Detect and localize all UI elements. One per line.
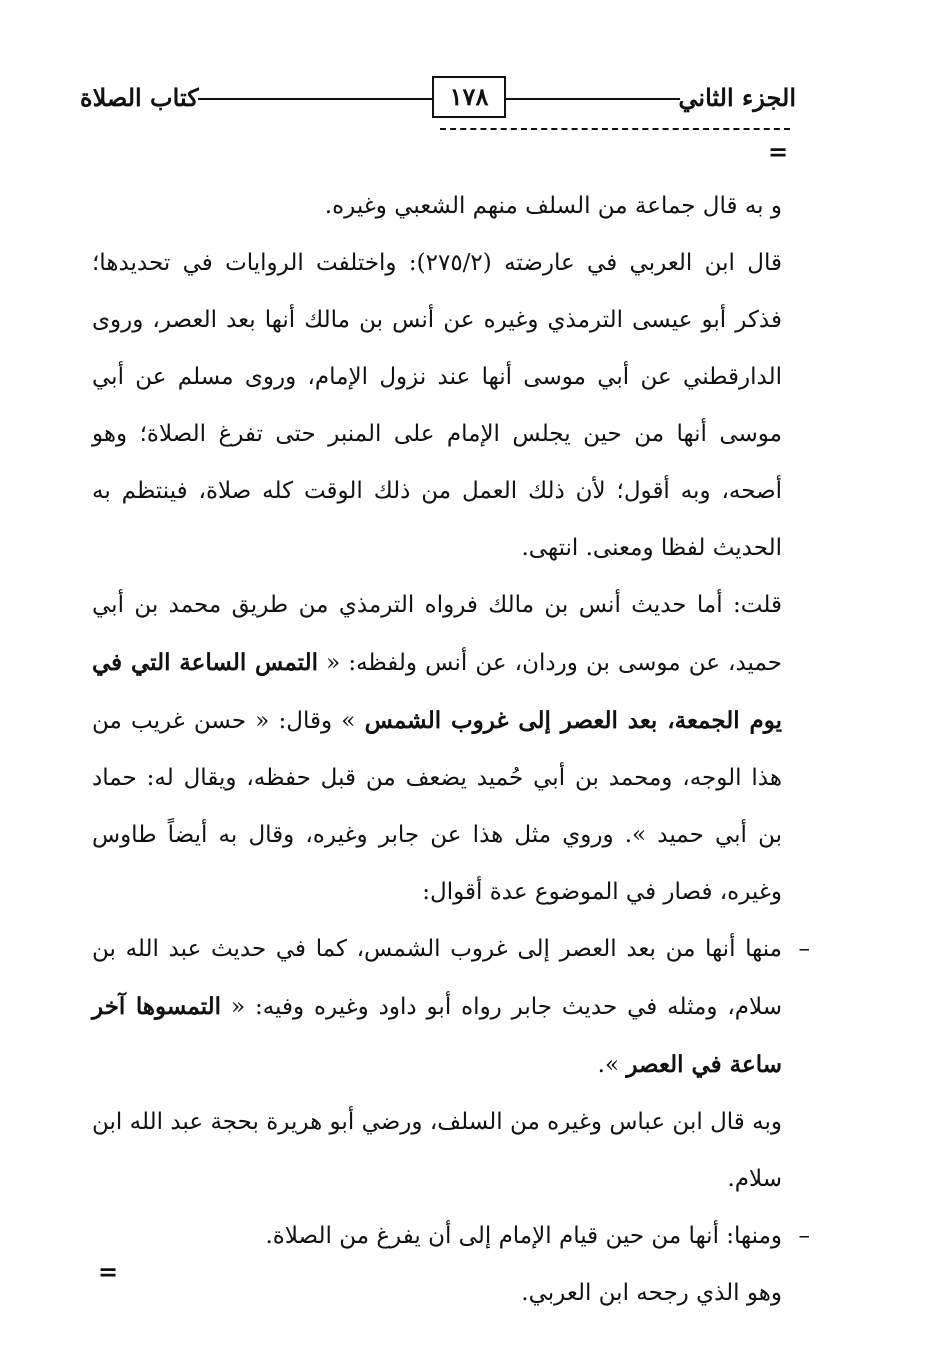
header-dashed-rule — [440, 128, 790, 130]
bullet-1-text-a: منها أنها من بعد العصر إلى غروب الشمس، كما في حديث عبد الله بن سلام، ومثله في حديث جابر رواه أبو داود وغيره وفيه: « — [92, 936, 782, 1020]
header-rule-right — [500, 98, 680, 100]
bullet-2-text: ومنها: أنها من حين قيام الإمام إلى أن يفرغ من الصلاة. — [265, 1223, 782, 1249]
page-number: ١٧٨ — [432, 76, 506, 118]
top-equals-mark: = — [768, 137, 789, 166]
paragraph-3-text-a: قلت: أما حديث أنس بن مالك فرواه الترمذي من طريق محمد بن أبي حميد، عن موسى بن وردان، عن أنس ولفظه: « — [92, 592, 783, 676]
paragraph-3-text-b: » وقال: « حسن غريب من هذا الوجه، ومحمد بن أبي حُميد يضعف من قبل حفظه، ويقال له: حماد بن أبي حميد ». وروي مثل هذا عن جابر وغيره، وقال به أيضاً طاوس وغيره، فصار في الموضوع عدة أقوال: — [92, 708, 782, 905]
book-title: كتاب الصلاة — [80, 83, 199, 112]
bullet-dash-1: – — [798, 936, 810, 962]
hadith-quote-1: التمس الساعة التي في يوم الجمعة، بعد العصر إلى غروب الشمس — [92, 649, 782, 734]
bullet-1-text-b: ». — [597, 1052, 627, 1078]
paragraph-2: قال ابن العربي في عارضته (٢٧٥/٢): واختلفت الروايات في تحديدها؛ فذكر أبو عيسى الترمذي وغيره عن أنس بن مالك أنها بعد العصر، وروى الدارقطني عن أبي موسى أنها عند نزول الإمام، وروى مسلم عن أبي موسى أنها من حين يجلس الإمام على المنبر حتى تفرغ الصلاة؛ وهو أصحه، وبه أقول؛ لأن ذلك العمل من ذلك الوقت كله صلاة، فينتظم به الحديث لفظا ومعنى. انتهى. — [92, 250, 782, 561]
bullet-item-2 — [92, 1208, 810, 1265]
bullet-dash-2: – — [798, 1223, 810, 1249]
paragraph-4: وبه قال ابن عباس وغيره من السلف، ورضي أبو هريرة بحجة عبد الله ابن سلام. — [92, 1109, 782, 1192]
volume-label: الجزء الثاني — [678, 83, 796, 112]
paragraph-5: وهو الذي رجحه ابن العربي. — [521, 1280, 782, 1306]
header-rule-left — [198, 98, 432, 100]
hadith-quote-2: التمسوها آخر ساعة في العصر — [92, 993, 782, 1078]
paragraph-3 — [92, 577, 782, 921]
bullet-item-1 — [92, 921, 810, 1094]
bottom-equals-mark: = — [98, 1257, 119, 1286]
page-header — [80, 70, 796, 126]
paragraph-1: و به قال جماعة من السلف منهم الشعبي وغيره. — [324, 193, 782, 219]
page-body — [92, 178, 810, 1322]
